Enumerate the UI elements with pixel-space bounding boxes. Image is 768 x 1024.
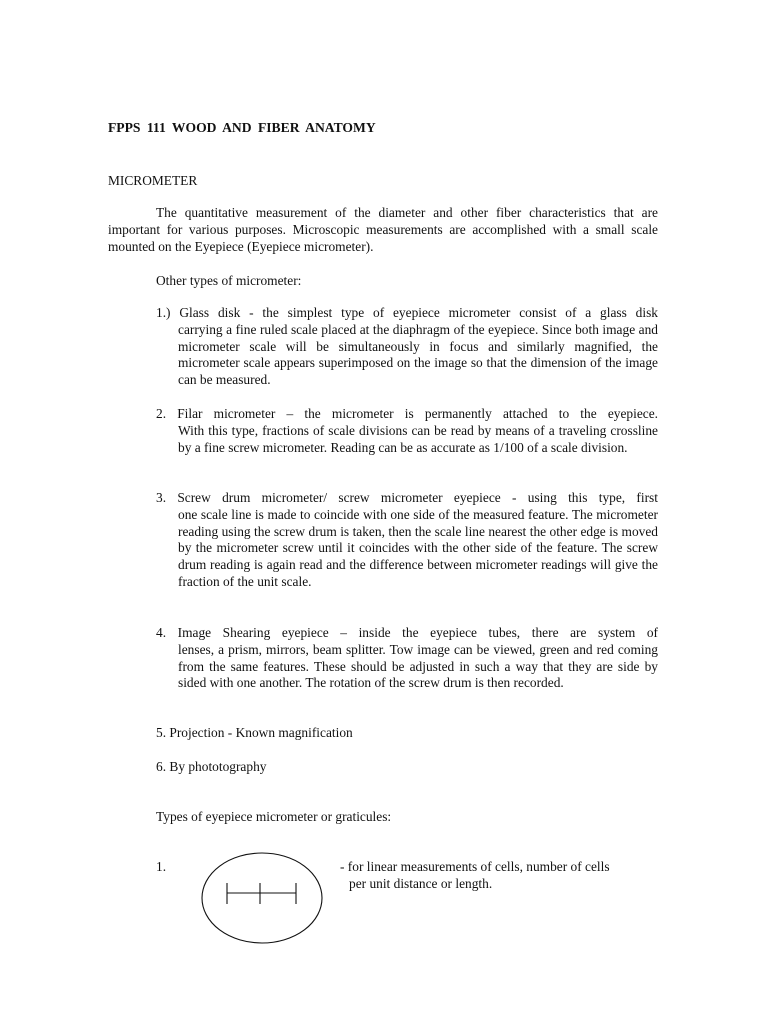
- intro-paragraph: The quantitative measurement of the diameter and other fiber characteristics that are important for various purposes. Microscopic measurements are accomplished with a small scale mounted on the Eyepiece (Eyepiece micrometer).: [108, 205, 658, 254]
- list-item-body: lenses, a prism, mirrors, beam splitter. Tow image can be viewed, green and red coming from the same features. These should be adjusted in such a way that they are side by sided with one another. The rotation of the screw drum is then recorded.: [178, 641, 658, 691]
- graticule-outline: [202, 853, 322, 943]
- list-item-glass-disk: [156, 305, 658, 389]
- list-item-first-line: 2. Filar micrometer – the micrometer is permanently attached to the eyepiece.: [156, 406, 658, 421]
- list-item-body: one scale line is made to coincide with one side of the measured feature. The micrometer reading using the screw drum is taken, then the scale line nearest the other edge is moved by the micrometer screw until it coincides with the other side of the feature. The screw drum reading is again read and the difference between micrometer readings will give the fraction of the unit scale.: [178, 506, 658, 589]
- list-item-first-line: 1.) Glass disk - the simplest type of eyepiece micrometer consist of a glass disk: [156, 305, 658, 320]
- list-item-projection: [156, 725, 658, 742]
- list-item-first-line: 3. Screw drum micrometer/ screw micrometer eyepiece - using this type, first: [156, 490, 658, 505]
- graticule-description: [340, 859, 670, 893]
- other-types-heading: Other types of micrometer:: [156, 273, 302, 288]
- graticule-description-rest: per unit distance or length.: [349, 875, 493, 891]
- list-item-body: carrying a fine ruled scale placed at the diaphragm of the eyepiece. Since both image and micrometer scale will be simultaneously in focus and similarly magnified, the micrometer scale appears superimposed on the image so that the dimension of the image can be measured.: [178, 321, 658, 388]
- section-heading: MICROMETER: [108, 173, 198, 188]
- list-item-screw-drum: [156, 490, 658, 591]
- graticule-description-first-line: - for linear measurements of cells, number of cells: [340, 859, 610, 874]
- list-item-first-line: 5. Projection - Known magnification: [156, 725, 353, 740]
- list-item-image-shearing: [156, 625, 658, 692]
- graticule-number: 1.: [156, 859, 167, 874]
- list-item-filar-micrometer: [156, 406, 658, 456]
- graticules-heading: Types of eyepiece micrometer or graticules:: [156, 809, 392, 824]
- linear-graticule-diagram: [200, 851, 328, 945]
- list-item-first-line: 6. By phototography: [156, 759, 267, 774]
- document-title: FPPS 111 WOOD AND FIBER ANATOMY: [108, 120, 376, 135]
- list-item-photography: [156, 759, 658, 776]
- list-item-first-line: 4. Image Shearing eyepiece – inside the eyepiece tubes, there are system of: [156, 625, 658, 640]
- list-item-body: With this type, fractions of scale divisions can be read by means of a traveling crossline by a fine screw micrometer. Reading can be as accurate as 1/100 of a scale division.: [178, 422, 658, 455]
